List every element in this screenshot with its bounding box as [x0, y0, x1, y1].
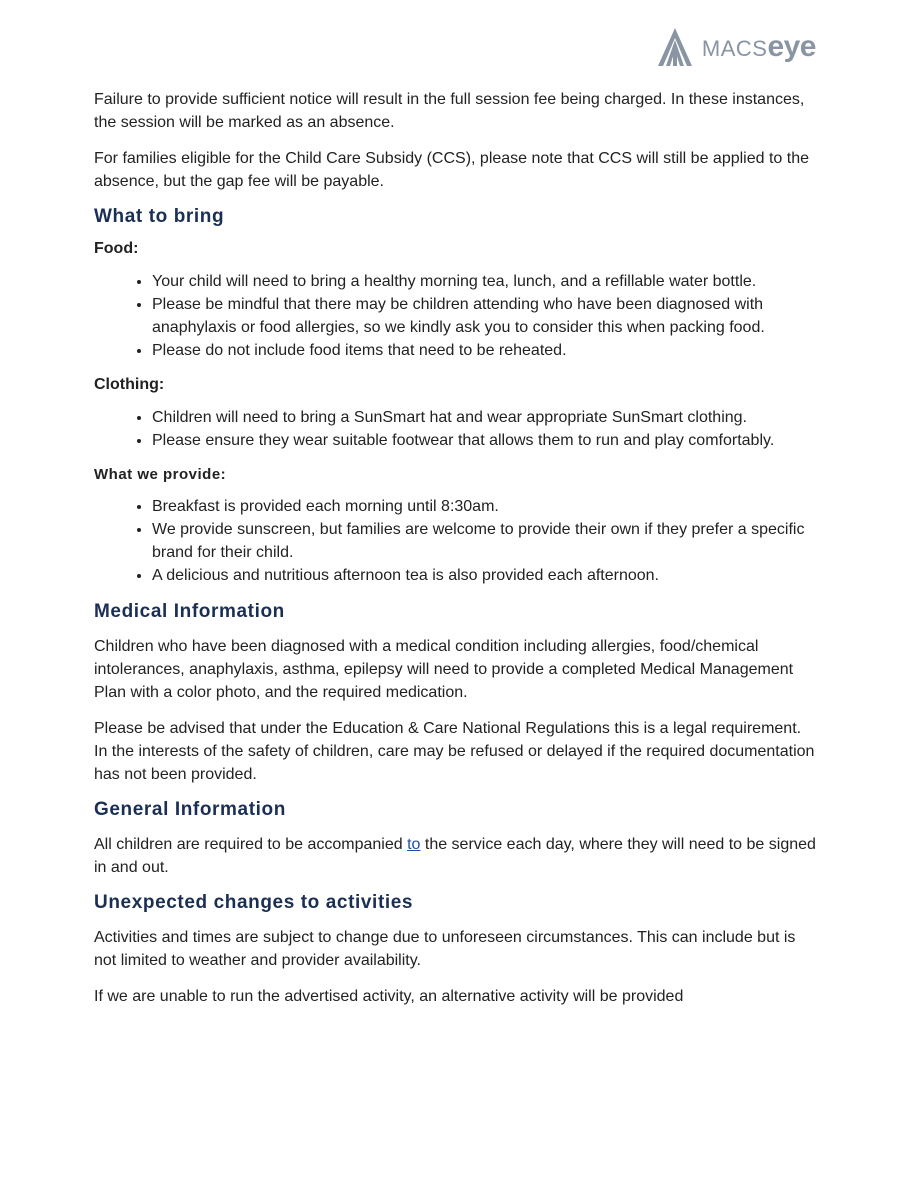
list-item: • We provide sunscreen, but families are welcome to provide their own if they prefer a specific brand for their child.	[152, 518, 816, 564]
document-page	[94, 88, 816, 1021]
heading-what-to-bring: What to bring	[94, 206, 225, 227]
macseye-logo-icon	[652, 26, 698, 68]
general-paragraph: All children are required to be accompanied to the service each day, where they will need to be signed in and out.	[94, 836, 816, 876]
list-item: • Children will need to bring a SunSmart hat and wear appropriate SunSmart clothing.	[152, 406, 816, 429]
clothing-list	[94, 406, 816, 452]
provide-list	[94, 495, 816, 587]
macseye-logo	[652, 26, 816, 68]
logo-wordmark: MACSeye	[701, 30, 816, 63]
list-item: • Please be mindful that there may be children attending who have been diagnosed with anaphylaxis or food allergies, so we kindly ask you to consider this when packing food.	[152, 293, 816, 339]
intro-paragraph-1: Failure to provide sufficient notice will result in the full session fee being charged. In these instances, the session will be marked as an absence.	[94, 91, 805, 131]
food-list	[94, 270, 816, 362]
list-item: • Please ensure they wear suitable footwear that allows them to run and play comfortably.	[152, 429, 816, 452]
food-label: Food:	[94, 240, 139, 257]
clothing-label: Clothing:	[94, 376, 165, 393]
list-item: • A delicious and nutritious afternoon tea is also provided each afternoon.	[152, 564, 816, 587]
medical-paragraph-1: Children who have been diagnosed with a medical condition including allergies, food/chemical intolerances, anaphylaxis, asthma, epilepsy will need to provide a completed Medical Management Plan with a color photo, and the required medication.	[94, 638, 794, 701]
list-item: • Please do not include food items that need to be reheated.	[152, 339, 816, 362]
medical-paragraph-2: Please be advised that under the Education & Care National Regulations this is a legal requirement. In the interests of the safety of children, care may be refused or delayed if the required documentation has not been provided.	[94, 720, 815, 783]
heading-general-information: General Information	[94, 799, 286, 820]
intro-paragraph-2: For families eligible for the Child Care Subsidy (CCS), please note that CCS will still be applied to the absence, but the gap fee will be payable.	[94, 150, 809, 190]
unexpected-paragraph-2: If we are unable to run the advertised activity, an alternative activity will be provided	[94, 988, 684, 1005]
list-item: • Breakfast is provided each morning until 8:30am.	[152, 495, 816, 518]
to-link[interactable]: to	[407, 836, 421, 853]
what-we-provide-label: What we provide:	[94, 466, 227, 483]
list-item: • Your child will need to bring a healthy morning tea, lunch, and a refillable water bottle.	[152, 270, 816, 293]
heading-unexpected-changes: Unexpected changes to activities	[94, 892, 414, 913]
heading-medical-information: Medical Information	[94, 601, 285, 622]
unexpected-paragraph-1: Activities and times are subject to change due to unforeseen circumstances. This can include but is not limited to weather and provider availability.	[94, 929, 796, 969]
